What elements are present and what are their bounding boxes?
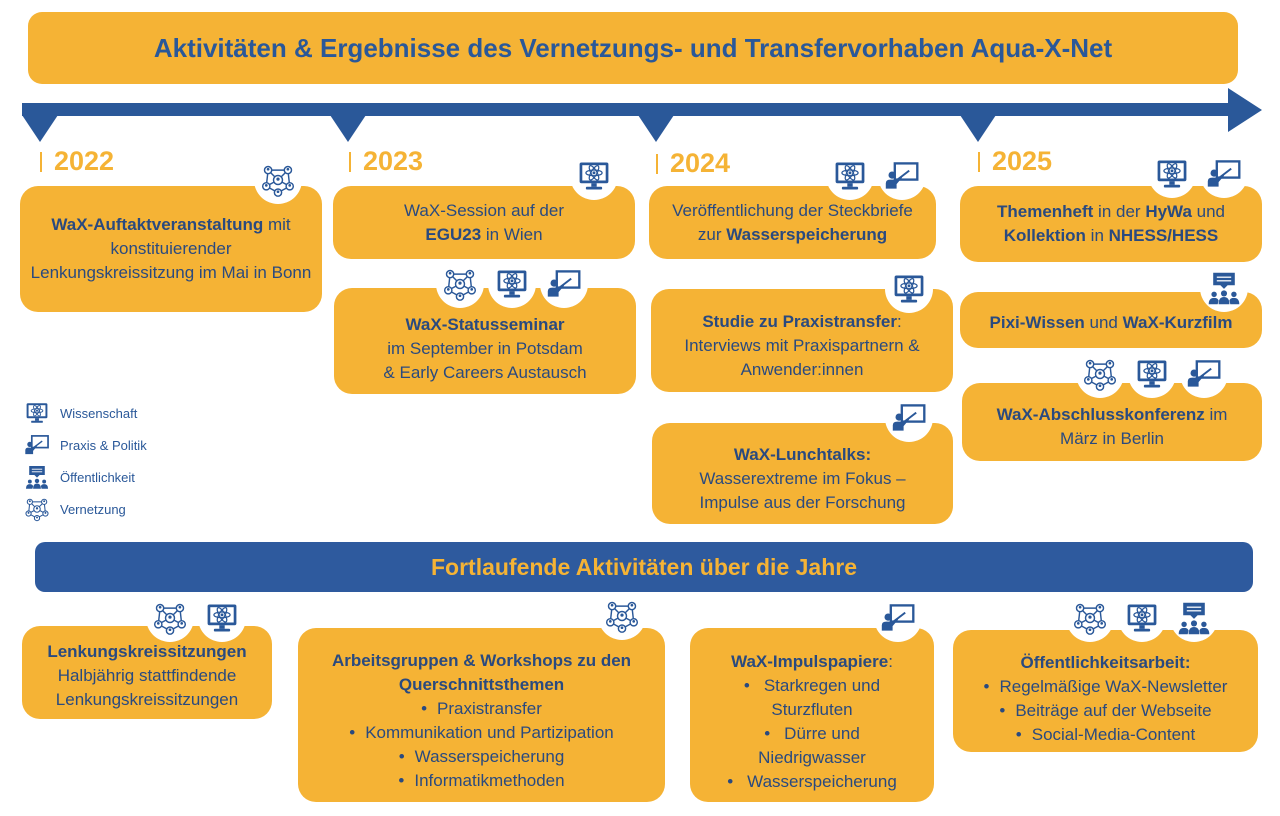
network-icon [436, 260, 484, 308]
list-item: • Social-Media-Content [963, 723, 1248, 747]
year-2023: 2023 [349, 146, 423, 177]
legend-item-practice: Praxis & Politik [22, 432, 147, 458]
public-icon [1200, 264, 1248, 312]
card-2023-statusseminar: WaX-Statusseminar im September in Potsdam & Early Careers Austausch [334, 288, 636, 394]
science-icon [1148, 150, 1196, 198]
card-ongoing-impulspapiere: WaX-Impulspapiere: • Starkregen und Sturzfluten • Dürre und Niedrigwasser • Wasserspeicherung [690, 628, 934, 802]
legend-item-public: Öffentlichkeit [22, 464, 147, 490]
practice-icon [874, 594, 922, 642]
practice-icon [540, 260, 588, 308]
science-icon [885, 265, 933, 313]
card-2025-themenheft: Themenheft in der HyWa und Kollektion in NHESS/HESS [960, 186, 1262, 262]
card-ongoing-oeffentlichkeitsarbeit: Öffentlichkeitsarbeit: • Regelmäßige WaX-Newsletter • Beiträge auf der Webseite • Social-Media-Content [953, 630, 1258, 752]
list-item: • Regelmäßige WaX-Newsletter [963, 675, 1248, 699]
practice-icon [22, 432, 52, 458]
card-ongoing-arbeitsgruppen: Arbeitsgruppen & Workshops zu den Querschnittsthemen • Praxistransfer • Kommunikation und Partizipation • Wasserspeicherung • Informatikmethoden [298, 628, 665, 802]
practice-icon [885, 394, 933, 442]
legend [22, 400, 147, 522]
card-2025-pixi: Pixi-Wissen und WaX-Kurzfilm [960, 292, 1262, 348]
network-icon [254, 156, 302, 204]
card-2023-session: WaX-Session auf der EGU23 in Wien [333, 186, 635, 259]
card-2024-steckbriefe: Veröffentlichung der Steckbriefe zur Wasserspeicherung [649, 186, 936, 259]
year-2024: 2024 [656, 148, 730, 179]
network-icon [1066, 594, 1114, 642]
public-icon [22, 464, 52, 490]
year-2025: 2025 [978, 146, 1052, 177]
science-icon [1118, 594, 1166, 642]
list-item: • Wasserspeicherung [308, 745, 655, 769]
science-icon [1128, 350, 1176, 398]
legend-item-science: Wissenschaft [22, 400, 147, 426]
science-icon [198, 594, 246, 642]
card-2022-kickoff: WaX-Auftaktveranstaltung mit konstituierender Lenkungskreissitzung im Mai in Bonn [20, 186, 322, 312]
year-2022: 2022 [40, 146, 114, 177]
card-2025-abschlusskonferenz: WaX-Abschlusskonferenz im März in Berlin [962, 383, 1262, 461]
list-item: • Praxistransfer [308, 697, 655, 721]
card-2024-lunchtalks: WaX-Lunchtalks: Wasserextreme im Fokus – Impulse aus der Forschung [652, 423, 953, 524]
list-item: • Kommunikation und Partizipation [308, 721, 655, 745]
network-icon [1076, 350, 1124, 398]
public-icon [1170, 594, 1218, 642]
card-2024-studie: Studie zu Praxistransfer: Interviews mit Praxispartnern & Anwender:innen [651, 289, 953, 392]
network-icon [22, 496, 52, 522]
science-icon [570, 152, 618, 200]
science-icon [826, 152, 874, 200]
ongoing-title: Fortlaufende Aktivitäten über die Jahre [430, 553, 858, 580]
page-title: Aktivitäten & Ergebnisse des Vernetzungs- und Transfervorhaben Aqua-X-Net [153, 32, 1113, 63]
science-icon [488, 260, 536, 308]
timeline-arrow [0, 85, 1280, 147]
legend-item-network: Vernetzung [22, 496, 147, 522]
ongoing-banner [35, 542, 1253, 592]
practice-icon [1200, 150, 1248, 198]
card-ongoing-lenkungskreis: Lenkungskreissitzungen Halbjährig stattfindende Lenkungskreissitzungen [22, 626, 272, 719]
network-icon [598, 592, 646, 640]
network-icon [146, 594, 194, 642]
practice-icon [1180, 350, 1228, 398]
practice-icon [878, 152, 926, 200]
title-banner [28, 12, 1238, 84]
list-item: • Beiträge auf der Webseite [963, 699, 1248, 723]
list-item: • Informatikmethoden [308, 769, 655, 793]
science-icon [22, 400, 52, 426]
